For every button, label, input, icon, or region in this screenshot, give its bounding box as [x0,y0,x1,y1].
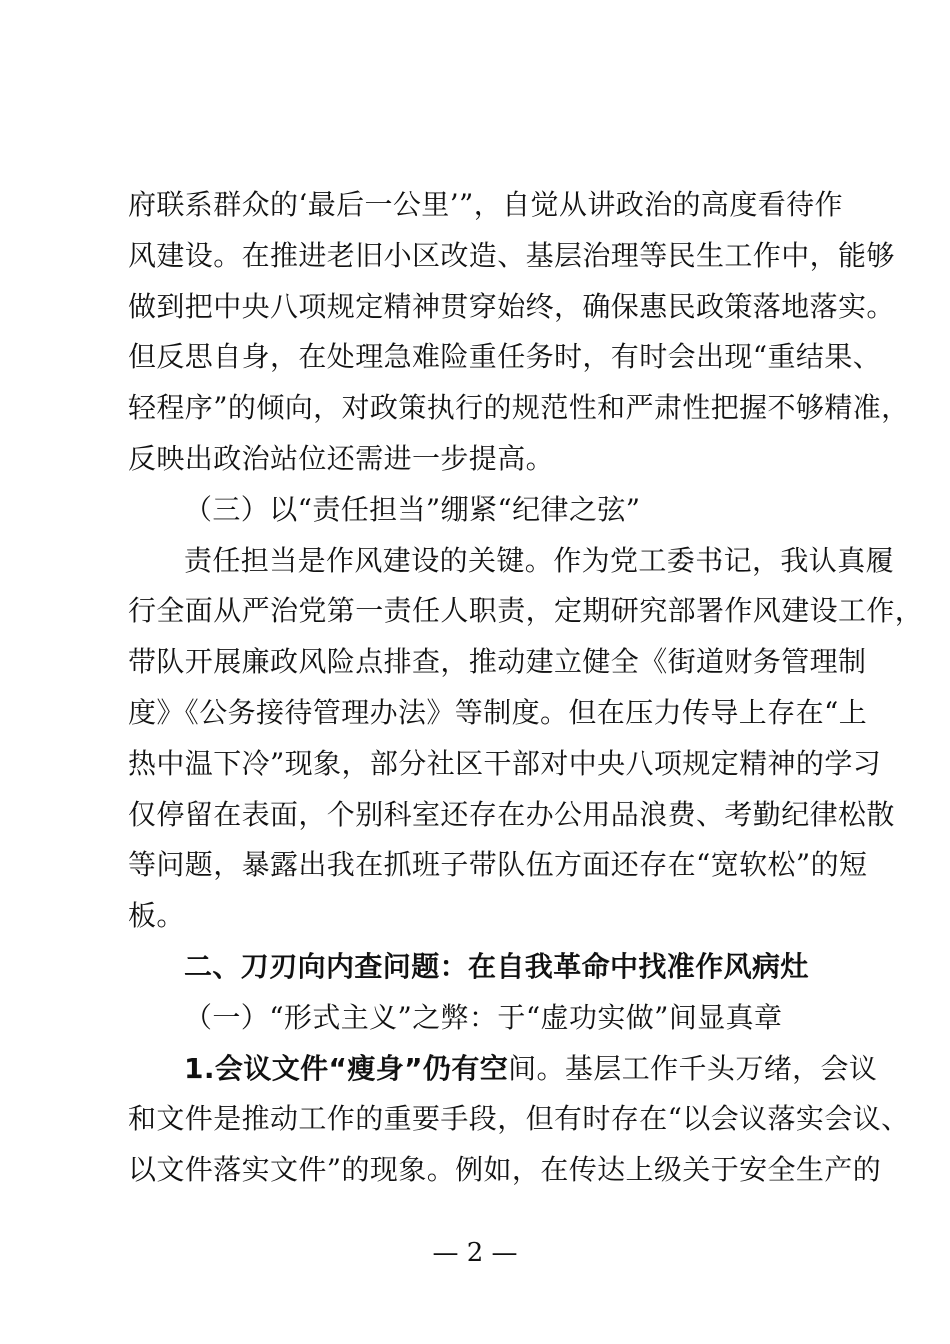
paragraph-line: 等问题，暴露出我在抓班子带队伍方面还存在“宽软松”的短 [128,848,868,882]
paragraph-line: 热中温下冷”现象，部分社区干部对中央八项规定精神的学习 [128,746,882,780]
paragraph-line: 带队开展廉政风险点排查，推动建立健全《街道财务管理制 [128,645,867,679]
paragraph-line: 以文件落实文件”的现象。例如，在传达上级关于安全生产的 [128,1153,882,1187]
document-body [128,180,924,1196]
subheading-three: （三）以“责任担当”绷紧“纪律之弦” [184,492,641,526]
paragraph-line: 反映出政治站位还需进一步提高。 [128,441,555,475]
paragraph-line: 板。 [128,899,185,933]
page-number: — 2 — [432,1238,518,1268]
paragraph-line: 行全面从严治党第一责任人职责，定期研究部署作风建设工作， [128,594,924,628]
paragraph-line: 责任担当是作风建设的关键。作为党工委书记，我认真履 [184,543,895,577]
paragraph-line: 和文件是推动工作的重要手段，但有时存在“以会议落实会议、 [128,1102,910,1136]
paragraph-line: 做到把中央八项规定精神贯穿始终，确保惠民政策落地落实。 [128,289,895,323]
bold-lead-text: 1.会议文件“瘦身”仍有空 [184,1051,509,1085]
subheading-one: （一）“形式主义”之弊：于“虚功实做”间显真章 [184,1000,783,1034]
paragraph-line: 轻程序”的倾向，对政策执行的规范性和严肃性把握不够精准， [128,391,910,425]
paragraph-line-first [128,1044,878,1095]
lead-rest-text: 间。基层工作千头万绪，会议 [508,1051,878,1085]
paragraph-line: 但反思自身，在处理急难险重任务时，有时会出现“重结果、 [128,340,882,374]
paragraph-line: 度》《公务接待管理办法》等制度。但在压力传导上存在“上 [128,695,868,729]
paragraph-line: 仅停留在表面，个别科室还存在办公用品浪费、考勤纪律松散 [128,797,895,831]
section-heading-two: 二、刀刃向内查问题：在自我革命中找准作风病灶 [184,949,809,983]
paragraph-line: 风建设。在推进老旧小区改造、基层治理等民生工作中，能够 [128,238,895,272]
paragraph-line: 府联系群众的‘最后一公里’”，自觉从讲政治的高度看待作 [128,188,843,221]
